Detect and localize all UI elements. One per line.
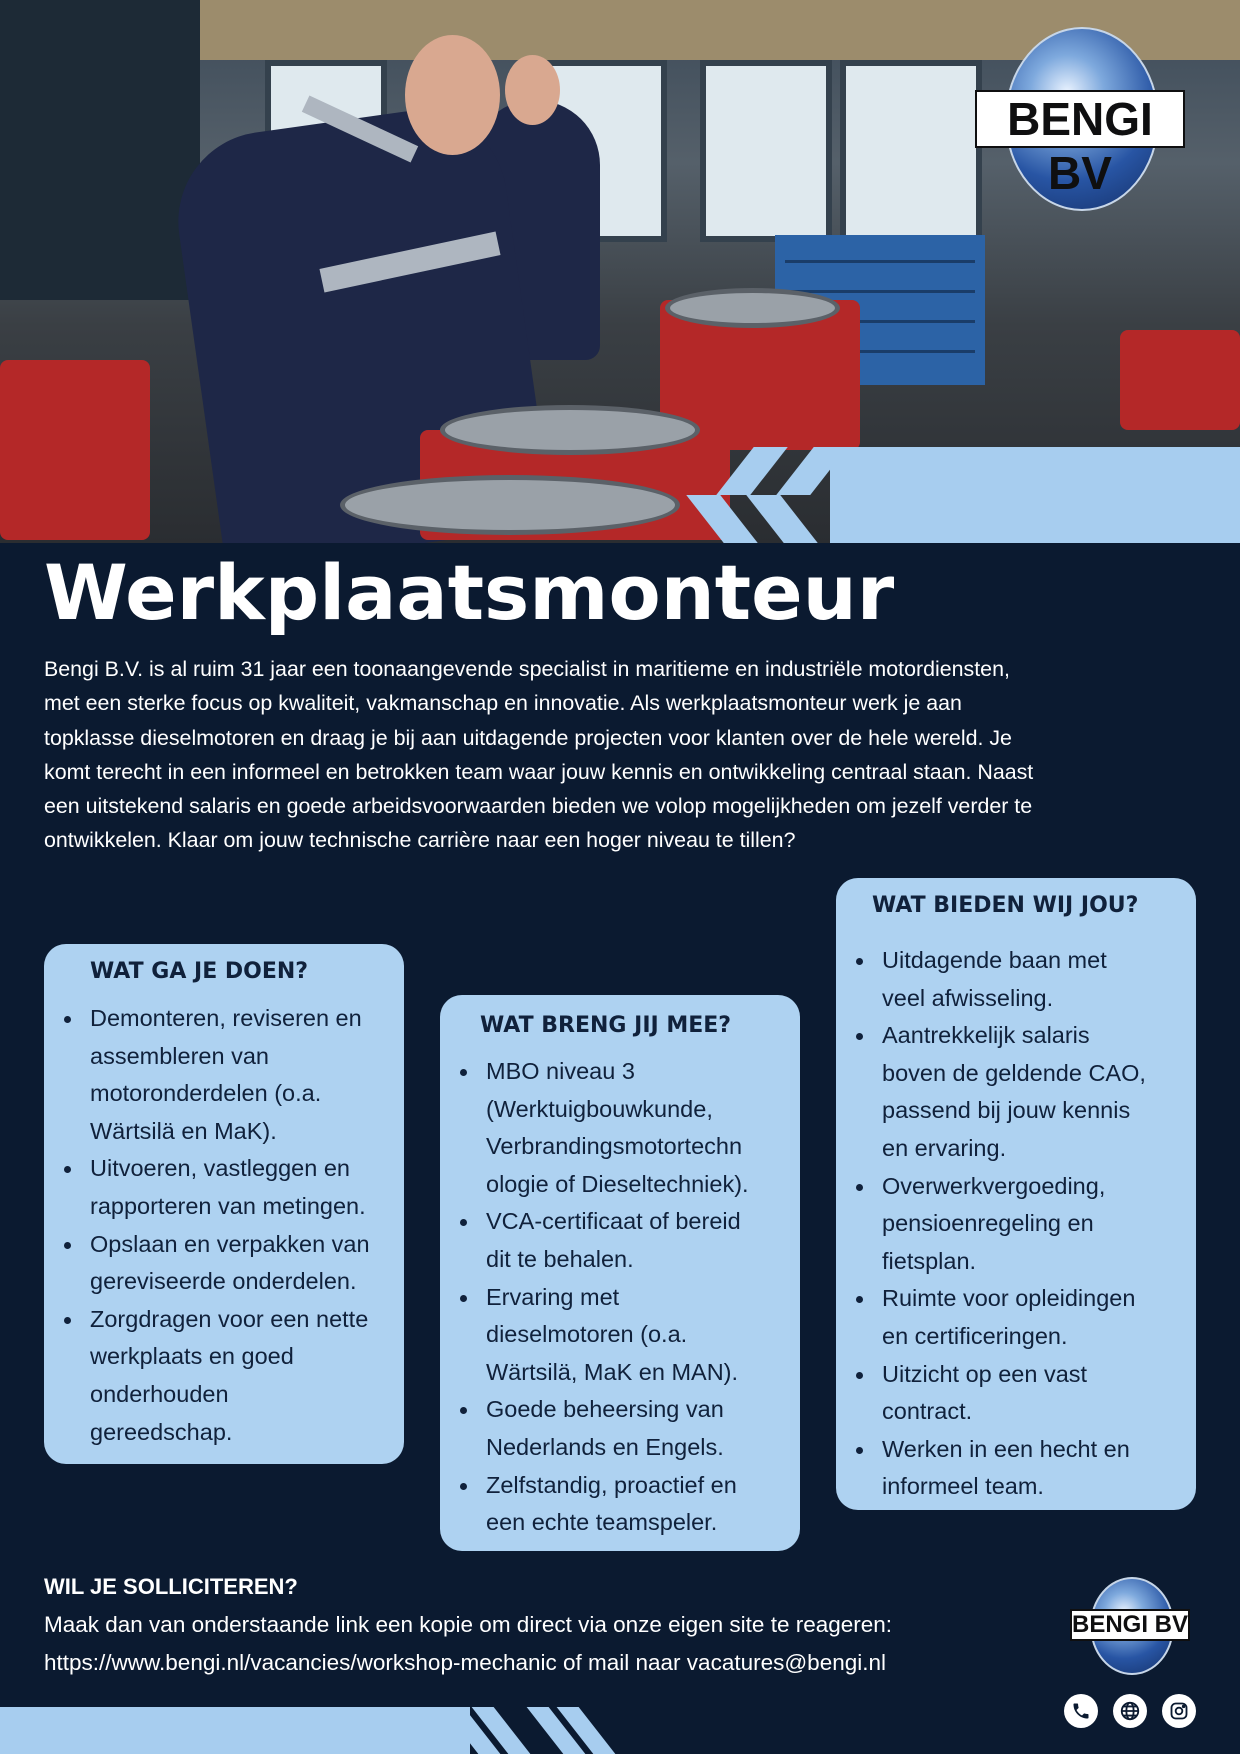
card-list [440,1053,749,1542]
intro-line: Bengi B.V. is al ruim 31 jaar een toonaangevende specialist in maritieme en industriële motordiensten, [44,657,1010,681]
list-item: Demonteren, reviseren en assembleren van motoronderdelen (o.a. Wärtsilä en MaK). [90,1000,370,1150]
apply-heading: WIL JE SOLLICITEREN? [44,1574,298,1599]
hero-cylinder-liner [665,288,840,328]
intro-line: topklasse dieselmotoren en draag je bij aan uitdagende projecten voor klanten over de hele wereld. Je [44,725,1012,750]
list-item: Ruimte voor opleidingen en certificeringen. [882,1280,1146,1355]
list-item: Opslaan en verpakken van gereviseerde onderdelen. [90,1226,370,1301]
list-item: MBO niveau 3 (Werktuigbouwkunde, Verbrandingsmotortechn ologie of Dieseltechniek). [486,1053,749,1203]
intro-line: een uitstekend salaris en goede arbeidsvoorwaarden bieden we volop mogelijkheden om jezelf verder te [44,794,1033,819]
hero-accent-band [830,447,1240,543]
card-wat-ga-je-doen [44,944,404,1464]
apply-instruction: Maak dan van onderstaande link een kopie om direct via onze eigen site te reageren: [44,1612,893,1637]
intro-line: ontwikkelen. Klaar om jouw technische carrière naar een hoger niveau te tillen? [44,828,796,853]
intro-paragraph [44,652,1194,858]
list-item: VCA-certificaat of bereid dit te behalen. [486,1203,749,1278]
card-wat-breng-jij-mee [440,995,800,1551]
hero-cylinder-liner [340,475,680,535]
apply-link[interactable]: https://www.bengi.nl/vacancies/workshop-mechanic of mail naar vacatures@bengi.nl [44,1650,887,1675]
hero-head [405,35,500,155]
logo-wordmark: BENGI BV [975,90,1185,148]
card-heading: WAT GA JE DOEN? [90,959,309,984]
card-list [836,942,1146,1506]
intro-line: met een sterke focus op kwaliteit, vakmanschap en innovatie. Als werkplaatsmonteur werk je aan [44,691,962,716]
list-item: Zelfstandig, proactief en een echte teamspeler. [486,1467,749,1542]
card-wat-bieden-wij-jou [836,878,1196,1510]
card-list [44,1000,370,1451]
list-item: Uitzicht op een vast contract. [882,1356,1146,1431]
card-heading: WAT BRENG JIJ MEE? [480,1013,732,1038]
footer-accent-band [0,1707,470,1754]
chevron-shape [746,495,818,543]
logo-wordmark: BENGI BV [1070,1609,1190,1641]
list-item: Goede beheersing van Nederlands en Engels. [486,1391,749,1466]
list-item: Werken in een hecht en informeel team. [882,1431,1146,1506]
hero-window [700,60,832,242]
list-item: Uitvoeren, vastleggen en rapporteren van metingen. [90,1150,370,1225]
company-logo [975,22,1185,212]
list-item: Zorgdragen voor een nette werkplaats en goed onderhouden gereedschap. [90,1301,370,1451]
intro-line: komt terecht in een informeel en betrokken team waar jouw kennis en ontwikkeling centraal staan. Naast [44,759,1034,784]
globe-icon[interactable] [1113,1694,1147,1728]
list-item: Uitdagende baan met veel afwisseling. [882,942,1146,1017]
card-heading: WAT BIEDEN WIJ JOU? [872,893,1139,918]
list-item: Overwerkvergoeding, pensioenregeling en fietsplan. [882,1168,1146,1281]
hero-cylinder-liner [440,405,700,455]
hero-engine-part [0,360,150,540]
hero-tool-wall [0,0,200,300]
hero-window [840,60,982,242]
hero-head-back [505,55,560,125]
list-item: Aantrekkelijk salaris boven de geldende CAO, passend bij jouw kennis en ervaring. [882,1017,1146,1167]
page-title: Werkplaatsmonteur [44,548,895,637]
instagram-icon[interactable] [1162,1694,1196,1728]
hero-engine-part [1120,330,1240,430]
phone-icon[interactable] [1064,1694,1098,1728]
company-logo-small [1068,1575,1192,1675]
list-item: Ervaring met dieselmotoren (o.a. Wärtsilä, MaK en MAN). [486,1279,749,1392]
